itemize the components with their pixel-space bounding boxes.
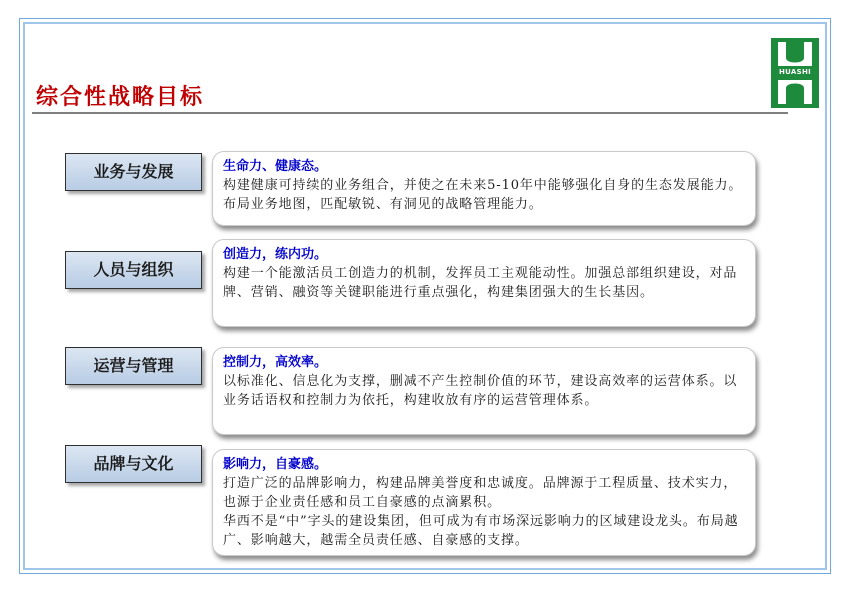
title-divider	[32, 112, 788, 114]
goal-label-people: 人员与组织	[65, 251, 202, 289]
goal-heading: 控制力，高效率。	[223, 355, 328, 370]
goal-body: 打造广泛的品牌影响力，构建品牌美誉度和忠诚度。品牌源于工程质量、技术实力，也源于企业责任感和员工自豪感的点滴累积。	[223, 476, 738, 510]
logo-text: HUASHI	[778, 68, 812, 76]
goal-heading: 创造力，练内功。	[223, 247, 328, 262]
goal-body: 构建一个能激活员工创造力的机制，发挥员工主观能动性。加强总部组织建设，对品牌、营销、融资等关键职能进行重点强化，构建集团强大的生长基因。	[223, 266, 738, 300]
goal-label-business: 业务与发展	[65, 153, 202, 191]
goal-label-brand: 品牌与文化	[65, 445, 202, 483]
goal-card-people	[212, 239, 756, 327]
goal-body: 构建健康可持续的业务组合，并使之在未来5-10年中能够强化自身的生态发展能力。布局业务地图，匹配敏锐、有洞见的战略管理能力。	[223, 178, 743, 212]
goal-card-operations	[212, 347, 756, 435]
goal-card-brand	[212, 449, 756, 556]
goal-body: 以标准化、信息化为支撑，删减不产生控制价值的环节，建设高效率的运营体系。以业务话语权和控制力为依托，构建收放有序的运营管理体系。	[223, 374, 738, 408]
goal-heading: 生命力、健康态。	[223, 159, 328, 174]
goal-label-operations: 运营与管理	[65, 347, 202, 385]
page-title: 综合性战略目标	[36, 84, 205, 110]
goal-heading: 影响力，自豪感。	[223, 457, 328, 472]
goal-card-business	[212, 151, 756, 226]
goal-body-second: 华西不是“中”字头的建设集团，但可成为有市场深远影响力的区域建设龙头。布局越广、影响越大，越需全员责任感、自豪感的支撑。	[223, 514, 739, 548]
huashi-logo	[771, 38, 819, 108]
